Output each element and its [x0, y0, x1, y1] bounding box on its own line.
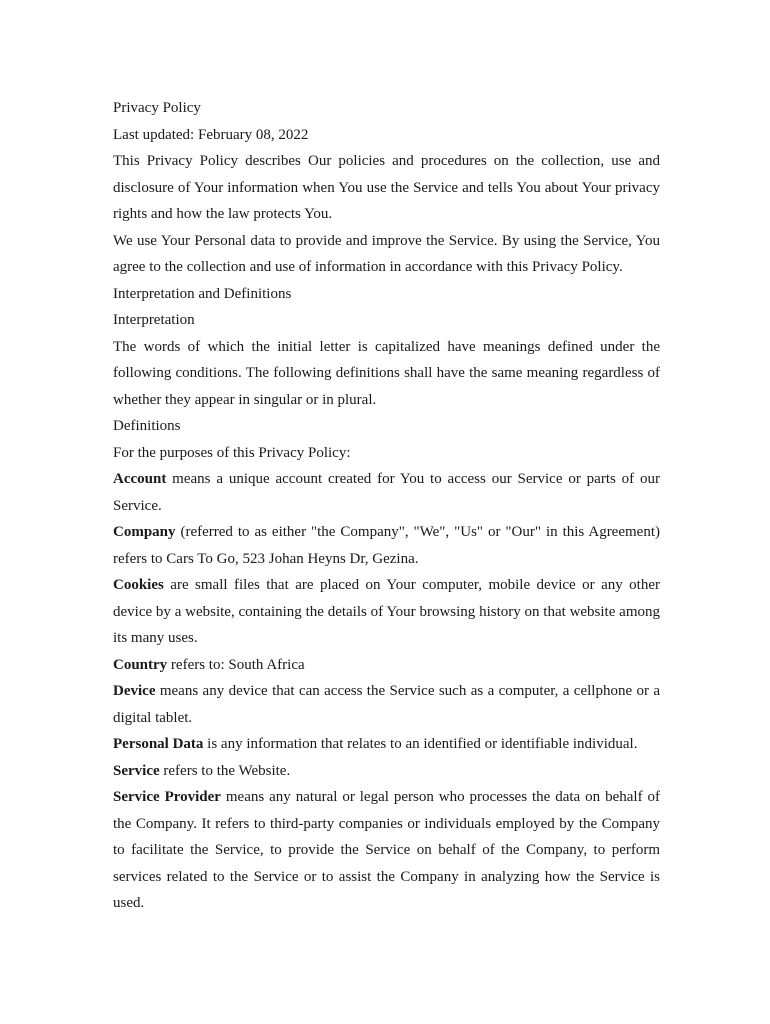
- interpretation-paragraph: The words of which the initial letter is capitalized have meanings defined under the following conditions. The following definitions shall have the same meaning regardless of whether they appear in singular or in plural.: [113, 338, 660, 408]
- definition-text: refers to: South Africa: [167, 656, 305, 673]
- definition-text: (referred to as either "the Company", "We", "Us" or "Our" in this Agreement) refers to Cars To Go, 523 Johan Heyns Dr, Gezina.: [113, 524, 660, 567]
- definition-term: Cookies: [113, 577, 164, 593]
- last-updated: Last updated: February 08, 2022: [113, 126, 309, 143]
- definition-account: [113, 466, 660, 519]
- definition-term: Account: [113, 471, 167, 487]
- document-page: [113, 95, 660, 917]
- definitions-intro: For the purposes of this Privacy Policy:: [113, 444, 351, 461]
- definition-term: Device: [113, 683, 156, 699]
- definition-term: Service Provider: [113, 789, 221, 805]
- definition-text: means a unique account created for You to access our Service or parts of our Service.: [113, 471, 660, 514]
- definition-text: refers to the Website.: [159, 762, 291, 779]
- definitions-heading: Definitions: [113, 418, 181, 434]
- interpretation-heading: Interpretation: [113, 312, 195, 328]
- definition-service-provider: [113, 784, 660, 917]
- intro-paragraph-2: We use Your Personal data to provide and improve the Service. By using the Service, You agree to the collection and use of information in accordance with this Privacy Policy.: [113, 232, 660, 275]
- definition-cookies: [113, 572, 660, 652]
- definition-personal-data: [113, 731, 660, 758]
- definition-company: [113, 519, 660, 572]
- document-title: Privacy Policy: [113, 100, 201, 116]
- definition-text: means any natural or legal person who processes the data on behalf of the Company. It refers to third-party companies or individuals employed by the Company to facilitate the Service, to provide the Service on behalf of the Company, to perform services related to the Service or to assist the Company in analyzing how the Service is used.: [113, 789, 660, 911]
- definition-text: are small files that are placed on Your computer, mobile device or any other device by a website, containing the details of Your browsing history on that website among its many uses.: [113, 577, 660, 646]
- definition-text: means any device that can access the Service such as a computer, a cellphone or a digital tablet.: [113, 683, 660, 726]
- definition-term: Service: [113, 762, 160, 779]
- intro-paragraph-1: This Privacy Policy describes Our policies and procedures on the collection, use and disclosure of Your information when You use the Service and tells You about Your privacy rights and how the law protects You.: [113, 153, 660, 222]
- definition-country: [113, 652, 660, 679]
- definition-term: Country: [113, 656, 168, 673]
- definition-service: [113, 758, 660, 785]
- definition-term: Personal Data: [113, 736, 204, 752]
- definition-device: [113, 678, 660, 731]
- definition-term: Company: [113, 524, 176, 540]
- definition-text: is any information that relates to an identified or identifiable individual.: [203, 736, 638, 752]
- section-heading-interpretation-definitions: Interpretation and Definitions: [113, 285, 292, 302]
